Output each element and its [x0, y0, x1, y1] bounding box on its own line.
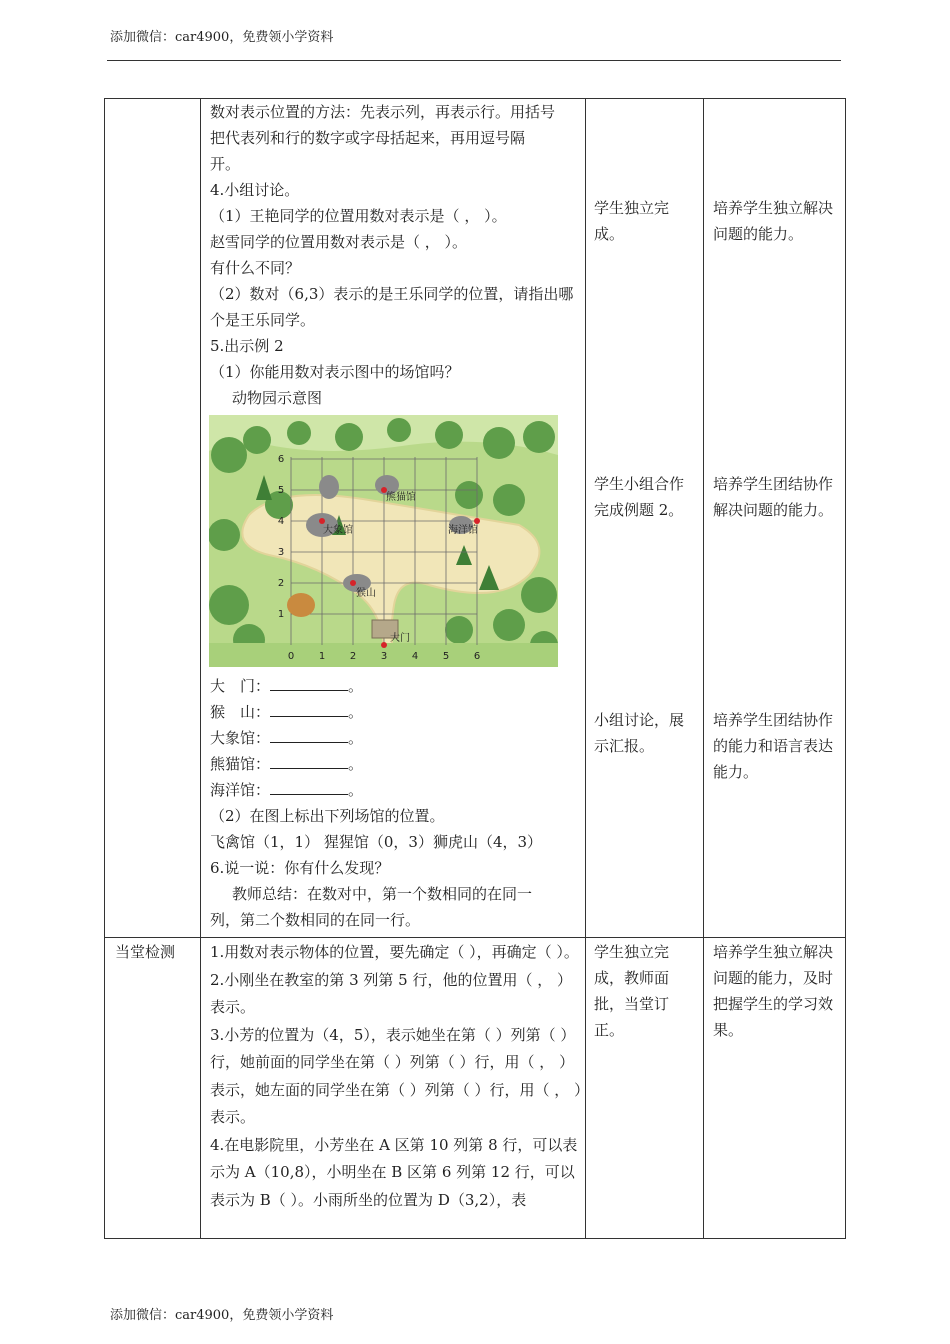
map-label-panda: 熊猫馆 — [386, 492, 416, 503]
answer-suffix: 。 — [348, 703, 364, 721]
process-line: （2）数对（6,3）表示的是王乐同学的位置，请指出哪 — [210, 285, 574, 303]
process-line: 赵雪同学的位置用数对表示是（ ， ）。 — [210, 233, 468, 251]
x-tick: 5 — [442, 651, 450, 662]
process-line: 列，第二个数相同的在同一行。 — [210, 911, 421, 929]
process-line: 数对表示位置的方法：先表示列，再表示行。用括号 — [210, 103, 556, 121]
y-tick: 6 — [277, 454, 285, 465]
answer-suffix: 。 — [348, 729, 364, 747]
activity-cell-2: 学生小组合作完成例题 2。 — [594, 475, 685, 519]
y-tick: 3 — [277, 547, 285, 558]
answer-suffix: 。 — [348, 755, 364, 773]
y-tick: 2 — [277, 578, 285, 589]
process-line: 5.出示例 2 — [210, 337, 284, 355]
activity-cell-4: 学生独立完成，教师面批，当堂订正。 — [594, 943, 670, 1039]
test-cell — [210, 939, 582, 1214]
x-tick: 0 — [287, 651, 295, 662]
map-label-elephant: 大象馆 — [323, 525, 353, 536]
answer-row — [210, 673, 582, 699]
answer-blank[interactable] — [270, 726, 348, 743]
map-label-ocean: 海洋馆 — [448, 525, 478, 536]
answer-suffix: 。 — [348, 677, 364, 695]
answer-row — [210, 751, 582, 777]
answer-label: 大 门： — [210, 677, 271, 695]
process-line: 个是王乐同学。 — [210, 311, 316, 329]
process-line: 有什么不同？ — [210, 259, 301, 277]
test-item: 3.小芳的位置为（4，5），表示她坐在第（ ）列第（ ）行，她前面的同学坐在第（ ）列第（ ）行，用（ ， ）表示，她左面的同学坐在第（ ）列第（ ）行，用（ ， ）表示。 — [210, 1025, 582, 1126]
y-tick: 5 — [277, 485, 285, 496]
test-item: 1.用数对表示物体的位置，要先确定（ ），再确定（ ）。 — [210, 943, 579, 961]
map-label-monkey: 猴山 — [356, 588, 376, 599]
process-line: 把代表列和行的数字或字母括起来，再用逗号隔 — [210, 129, 526, 147]
test-item: 2.小刚坐在教室的第 3 列第 5 行，他的位置用（ ， ）表示。 — [210, 970, 573, 1016]
process-line: 开。 — [210, 155, 241, 173]
column-divider — [703, 99, 704, 1238]
process-line: 6.说一说：你有什么发现？ — [210, 859, 390, 877]
answer-blank[interactable] — [270, 752, 348, 769]
intent-cell-1: 培养学生独立解决问题的能力。 — [713, 199, 834, 243]
answer-blank[interactable] — [270, 700, 348, 717]
x-tick: 3 — [380, 651, 388, 662]
y-tick: 4 — [277, 516, 285, 527]
answers-cell — [210, 673, 582, 933]
intent-cell-3: 培养学生团结协作的能力和语言表达能力。 — [713, 711, 834, 781]
x-tick: 2 — [349, 651, 357, 662]
answer-label: 大象馆： — [210, 729, 271, 747]
map-label-gate: 大门 — [390, 633, 410, 644]
process-line: 4.小组讨论。 — [210, 181, 300, 199]
zoo-map — [209, 415, 558, 667]
process-line: 教师总结：在数对中，第一个数相同的在同一 — [232, 885, 533, 903]
x-tick: 6 — [473, 651, 481, 662]
intent-cell-4: 培养学生独立解决问题的能力，及时把握学生的学习效果。 — [713, 943, 834, 1039]
answer-label: 熊猫馆： — [210, 755, 271, 773]
process-line: （1）你能用数对表示图中的场馆吗？ — [210, 363, 460, 381]
process-cell — [210, 99, 582, 411]
answer-blank[interactable] — [270, 674, 348, 691]
activity-cell-1: 学生独立完成。 — [594, 199, 670, 243]
column-divider — [585, 99, 586, 1238]
lesson-table — [104, 98, 846, 1239]
process-line: （2）在图上标出下列场馆的位置。 — [210, 807, 445, 825]
process-line: 飞禽馆（1，1） 猩猩馆（0，3）狮虎山（4，3） — [210, 833, 543, 851]
column-divider — [200, 99, 201, 1238]
answer-row — [210, 699, 582, 725]
intent-cell-2: 培养学生团结协作解决问题的能力。 — [713, 475, 834, 519]
map-caption: 动物园示意图 — [232, 389, 323, 407]
x-tick: 4 — [411, 651, 419, 662]
answer-blank[interactable] — [270, 778, 348, 795]
test-item: 4.在电影院里，小芳坐在 A 区第 10 列第 8 行，可以表示为 A（10,8），小明坐在 B 区第 6 列第 12 行，可以表示为 B（ ）。小雨所坐的位置为 D（3,2），表 — [210, 1135, 578, 1209]
activity-cell-3: 小组讨论，展示汇报。 — [594, 711, 685, 755]
zoo-map-svg — [209, 415, 558, 667]
answer-label: 猴 山： — [210, 703, 271, 721]
process-line: （1）王艳同学的位置用数对表示是（ ， ）。 — [210, 207, 507, 225]
answer-row — [210, 725, 582, 751]
section-title: 当堂检测 — [115, 943, 176, 961]
page-footer: 添加微信：car4900，免费领小学资料 — [110, 1308, 334, 1323]
answer-label: 海洋馆： — [210, 781, 271, 799]
y-tick: 1 — [277, 609, 285, 620]
x-tick: 1 — [318, 651, 326, 662]
page-header: 添加微信：car4900，免费领小学资料 — [110, 30, 334, 45]
answer-row — [210, 777, 582, 803]
header-divider — [107, 60, 841, 61]
answer-suffix: 。 — [348, 781, 364, 799]
row-divider — [105, 937, 845, 938]
